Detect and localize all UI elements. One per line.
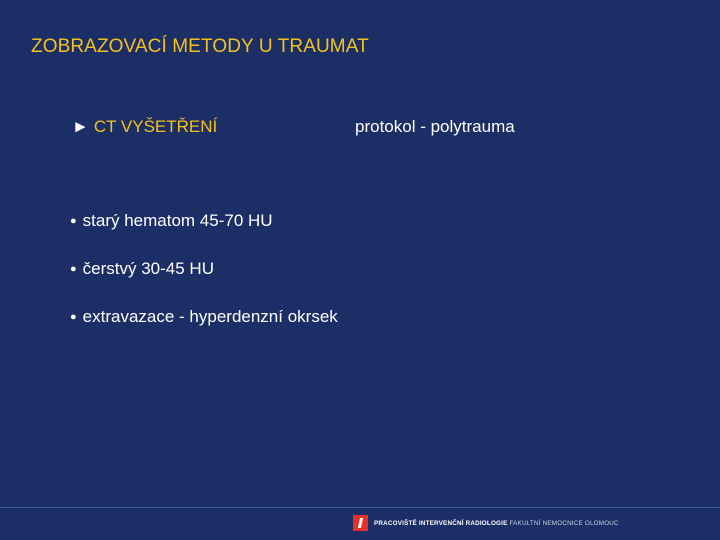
list-item — [70, 259, 338, 307]
bullet-icon: ● — [70, 263, 77, 275]
subheading-ct — [72, 117, 217, 137]
footer-divider — [0, 507, 720, 508]
slide-title: ZOBRAZOVACÍ METODY U TRAUMAT — [31, 36, 369, 57]
list-item-text: čerstvý 30-45 HU — [82, 259, 214, 278]
footer-hospital: FAKULTNÍ NEMOCNICE OLOMOUC — [509, 519, 619, 527]
footer-department: PRACOVIŠTĚ INTERVENČNÍ RADIOLOGIE — [374, 519, 508, 527]
bullet-icon: ● — [70, 311, 77, 323]
list-item — [70, 307, 338, 355]
bullet-icon: ● — [70, 215, 77, 227]
subheading-ct-label: CT VYŠETŘENÍ — [93, 117, 218, 136]
footer-text — [374, 520, 619, 527]
institution-logo-icon — [353, 515, 368, 531]
footer — [353, 515, 619, 531]
arrow-right-icon: ► — [72, 117, 89, 136]
subheading-protocol: protokol - polytrauma — [355, 117, 515, 136]
list-item-text: extravazace - hyperdenzní okrsek — [82, 307, 338, 326]
bullet-list — [70, 211, 338, 355]
list-item-text: starý hematom 45-70 HU — [82, 211, 273, 230]
list-item — [70, 211, 338, 259]
